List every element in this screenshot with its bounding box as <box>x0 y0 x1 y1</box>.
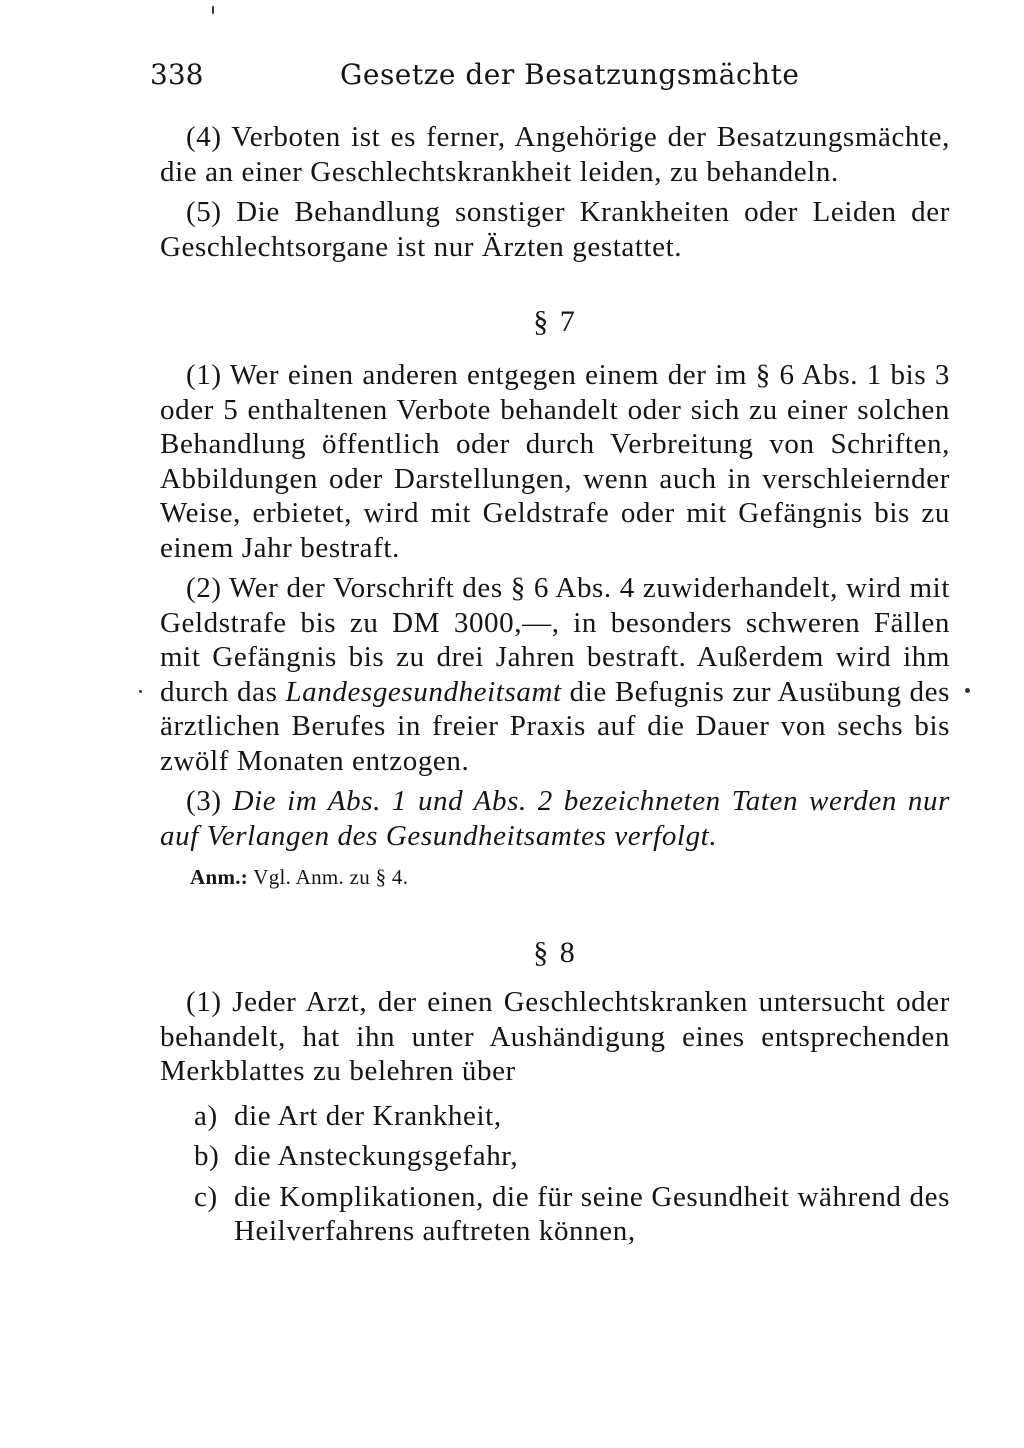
section7-paragraph-2 <box>160 571 950 778</box>
annotation-text: Vgl. Anm. zu § 4. <box>248 865 409 889</box>
section-8-heading: § 8 <box>533 936 577 969</box>
page-number: 338 <box>150 58 204 91</box>
section7-paragraph-3 <box>160 784 950 853</box>
running-head: Gesetze der Besatzungsmächte <box>340 58 800 91</box>
annotation-note <box>190 863 950 891</box>
section6-paragraph-4: (4) Verboten ist es ferner, Angehörige der Besatzungsmächte, die an einer Geschlechtskrankheit leiden, zu behandeln. <box>160 121 950 188</box>
section7-paragraph-2-italic: Landesgesundheitsamt <box>285 675 562 708</box>
scan-speck <box>965 688 970 693</box>
list-item-text: die Art der Krankheit, <box>234 1099 502 1132</box>
page-header <box>150 55 950 99</box>
list-item <box>160 1139 950 1174</box>
section7-paragraph-2-text-b: die Befugnis zur Ausübung des ärztlichen Berufes in freier Praxis auf die Dauer von sechs bis zwölf Monaten entzogen. <box>160 675 950 777</box>
list-item-marker: c) <box>194 1180 218 1213</box>
list-item-marker: a) <box>194 1099 218 1132</box>
list-item-text: die Komplikationen, die für seine Gesundheit während des Heilverfahrens auftreten können, <box>234 1180 950 1247</box>
section7-paragraph-1: (1) Wer einen anderen entgegen einem der im § 6 Abs. 1 bis 3 oder 5 enthaltenen Verbote behandelt oder sich zu einer solchen Behandlung öffentlich oder durch Verbreitung von Schriften, Abbildungen oder Darstellungen, wenn auch in verschleiernder Weise, erbietet, wird mit Geldstrafe oder mit Gefängnis bis zu einem Jahr bestraft. <box>160 359 950 564</box>
list-item-marker: b) <box>194 1140 220 1172</box>
section-7-heading: § 7 <box>533 305 577 338</box>
section8-list <box>160 1099 950 1249</box>
list-item <box>160 1099 950 1134</box>
list-item <box>160 1180 950 1249</box>
section7-paragraph-2-text-a: (2) Wer der Vorschrift des § 6 Abs. 4 zuwiderhandelt, wird mit Geldstrafe bis zu DM 3000,—, in besonders schweren Fällen mit Gefängnis bis zu drei Jahren bestraft. Außerdem wird ihm durch das <box>160 572 950 708</box>
section7-paragraph-3-italic: Die im Abs. 1 und Abs. 2 bezeichneten Taten werden nur auf Verlangen des Gesundheitsamtes verfolgt. <box>160 785 950 852</box>
section6-paragraph-5: (5) Die Behandlung sonstiger Krankheiten oder Leiden der Geschlechtsorgane ist nur Ärzten gestattet. <box>160 196 950 263</box>
list-item-text: die Ansteckungsgefahr, <box>234 1140 519 1172</box>
scan-speck <box>212 6 214 14</box>
annotation-label: Anm.: <box>190 865 249 889</box>
page-content <box>160 120 950 1249</box>
section7-paragraph-3-number: (3) <box>186 785 233 817</box>
scan-speck <box>139 690 142 693</box>
section8-paragraph-1: (1) Jeder Arzt, der einen Geschlechtskranken untersucht oder behandelt, hat ihn unter Aushändigung eines entsprechenden Merkblattes zu belehren über <box>160 986 950 1087</box>
